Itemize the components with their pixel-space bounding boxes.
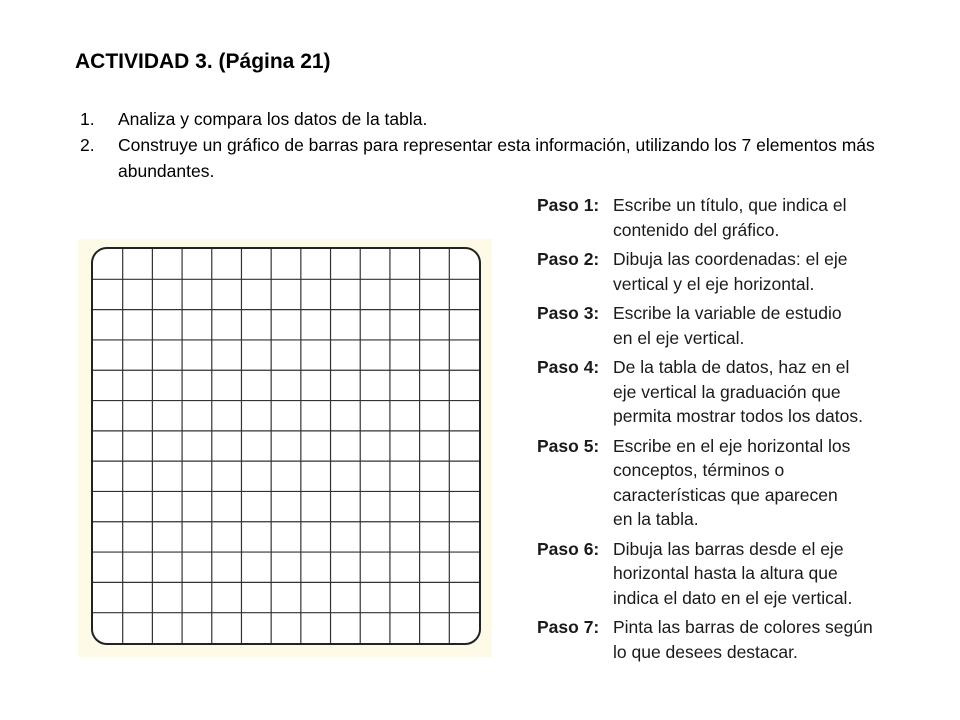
step-line: contenido del gráfico. [613,219,780,240]
step-item [537,434,917,532]
step-text [613,301,917,350]
instruction-number: 2. [80,135,95,155]
step-line: Escribe en el eje horizontal los [613,435,851,456]
step-line: en el eje vertical. [613,327,745,348]
step-item [537,615,917,664]
step-line: Dibuja las barras desde el eje [613,538,844,559]
step-line: horizontal hasta la altura que [613,563,838,583]
step-line: lo que desees destacar. [613,641,798,662]
step-item [537,537,917,611]
instruction-list [80,106,920,184]
step-line: Pinta las barras de colores según [613,617,873,637]
instruction-text: Analiza y compara los datos de la tabla. [118,109,428,129]
instruction-number: 1. [80,109,95,129]
step-text [613,355,917,429]
step-label: Paso 2: [537,249,600,269]
page-title: ACTIVIDAD 3. (Página 21) [75,50,331,73]
step-line: características que aparecen [613,484,838,505]
graph-paper-panel [78,239,492,657]
step-line: permita mostrar todos los datos. [613,406,863,426]
step-label: Paso 4: [537,357,600,377]
step-label: Paso 6: [537,538,600,559]
instruction-item [80,106,920,132]
step-label: Paso 7: [537,617,600,637]
step-line: vertical y el eje horizontal. [613,273,815,294]
step-line: conceptos, términos o [613,460,785,480]
step-label: Paso 5: [537,435,600,456]
step-item [537,355,917,429]
step-item [537,193,917,242]
step-text [613,434,917,532]
step-label: Paso 1: [537,195,600,215]
steps-list [537,193,917,669]
step-line: en la tabla. [613,509,699,529]
step-text [613,247,917,296]
instruction-item [80,132,920,184]
instruction-text: Construye un gráfico de barras para representar esta información, utilizando los 7 elementos más abundantes. [118,135,875,181]
grid-lines [93,249,479,643]
step-text [613,615,917,664]
step-item [537,301,917,350]
step-line: Escribe la variable de estudio [613,303,842,323]
step-item [537,247,917,296]
step-line: Escribe un título, que indica el [613,195,847,215]
step-line: indica el dato en el eje vertical. [613,587,853,608]
step-line: Dibuja las coordenadas: el eje [613,249,848,269]
graph-paper-grid [91,247,481,645]
step-label: Paso 3: [537,303,600,323]
step-line: eje vertical la graduación que [613,381,841,402]
step-text [613,193,917,242]
step-text [613,537,917,611]
step-line: De la tabla de datos, haz en el [613,357,850,377]
